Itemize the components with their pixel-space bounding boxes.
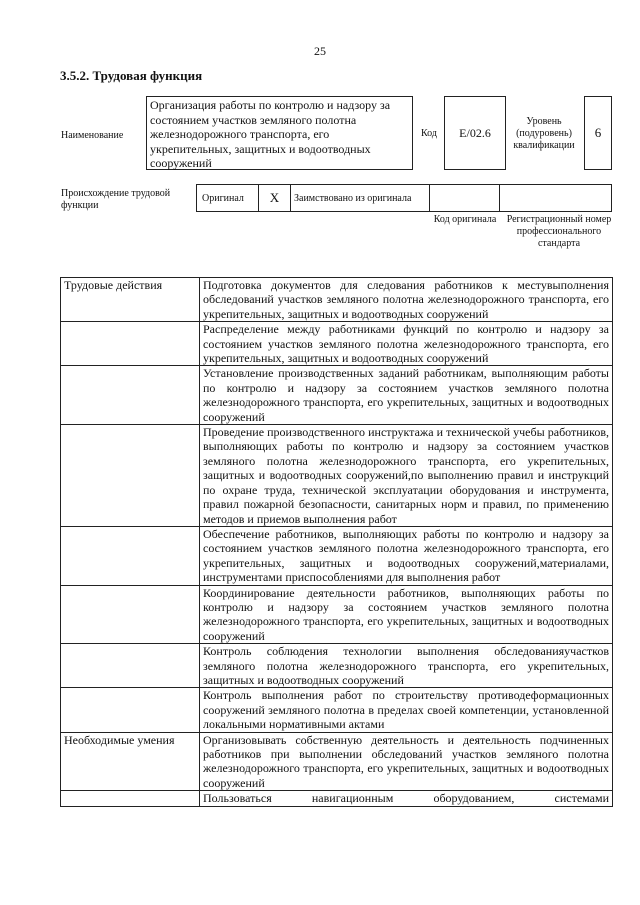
table-row	[61, 322, 613, 366]
row-label	[61, 425, 200, 527]
code-label: Код	[421, 128, 437, 139]
level-label: Уровень (подуровень) квалификации	[513, 116, 575, 151]
row-label: Необходимые умения	[61, 732, 200, 791]
row-label	[61, 322, 200, 366]
table-row	[61, 278, 613, 322]
row-label: Трудовые действия	[61, 278, 200, 322]
row-text: Проведение производственного инструктажа и технической учебы работников, выполняющих работы по контролю и надзору за состоянием участков земляного полотна железнодорожного транспорта, его укрепительных, защитных и водоотводных сооружений,по выполнению правил и инструкций по охране труда, технической эксплуатации оборудования и инструмента, правил пожарной безопасности, санитарных норм и правил, по применению методов и приемов выполнения работ	[200, 425, 613, 527]
row-text: Установление производственных заданий работникам, выполняющим работы по контролю и надзору за состоянием участков земляного полотна железнодорожного транспорта, его укрепительных, защитных и водоотводных сооружений	[200, 366, 613, 425]
qualification-level: 6	[584, 96, 612, 170]
borrowed-label: Заимствовано из оригинала	[291, 185, 430, 211]
reg-number-cell	[500, 185, 611, 211]
row-label	[61, 688, 200, 732]
row-text: Контроль соблюдения технологии выполнения обследованияучастков земляного полотна железнодорожного транспорта, его укрепительных, защитных и водоотводных сооружений	[200, 644, 613, 688]
function-table	[60, 277, 613, 807]
row-text: Пользоваться навигационным оборудованием, системами	[200, 791, 613, 806]
table-row	[61, 366, 613, 425]
row-label	[61, 644, 200, 688]
table-row	[61, 791, 613, 806]
row-text: Контроль выполнения работ по строительству противодеформационных сооружений земляного полотна в пределах своей компетенции, установленной локальными нормативными актами	[200, 688, 613, 732]
row-text: Организовывать собственную деятельность и деятельность подчиненных работников при выполнении обследований участков земляного полотна железнодорожного транспорта, его укрепительных, защитных и водоотводных сооружений	[200, 732, 613, 791]
table-row	[61, 732, 613, 791]
row-text: Координирование деятельности работников, выполняющих работы по контролю и надзору за состоянием участков земляного полотна железнодорожного транспорта, его укрепительных, защитных и водоотводных сооружений	[200, 585, 613, 644]
table-row	[61, 425, 613, 527]
name-label: Наименование	[61, 130, 124, 141]
row-label	[61, 791, 200, 806]
code-original-caption: Код оригинала	[433, 214, 497, 225]
row-label	[61, 585, 200, 644]
table-row	[61, 585, 613, 644]
original-label: Оригинал	[197, 185, 259, 211]
row-text: Распределение между работниками функций по контролю и надзору за состоянием участков земляного полотна железнодорожного транспорта, его укрепительных, защитных и водоотводных сооружений	[200, 322, 613, 366]
function-code: E/02.6	[444, 96, 506, 170]
reg-number-caption: Регистрационный номер профессионального стандарта	[506, 214, 612, 249]
page-number: 25	[314, 44, 326, 58]
origin-row	[196, 184, 612, 212]
row-text: Обеспечение работников, выполняющих работы по контролю и надзору за состоянием участков земляного полотна железнодорожного транспорта, его укрепительных, защитных и водоотводных сооружений,материалами, инструментами приспособлениями для выполнения работ	[200, 526, 613, 585]
table-row	[61, 688, 613, 732]
table-row	[61, 644, 613, 688]
section-title: 3.5.2. Трудовая функция	[60, 68, 203, 83]
row-label	[61, 526, 200, 585]
code-original-cell	[430, 185, 500, 211]
row-text: Подготовка документов для следования работников к местувыполнения обследований участков земляного полотна железнодорожного транспорта, его укрепительных, защитных и водоотводных сооружений	[200, 278, 613, 322]
row-label	[61, 366, 200, 425]
table-row	[61, 526, 613, 585]
function-name: Организация работы по контролю и надзору за состоянием участков земляного полотна железнодорожного транспорта, его укрепительных, защитных и водоотводных сооружений	[146, 96, 413, 170]
origin-label: Происхождение трудовой функции	[61, 188, 171, 211]
original-mark: X	[259, 185, 291, 211]
